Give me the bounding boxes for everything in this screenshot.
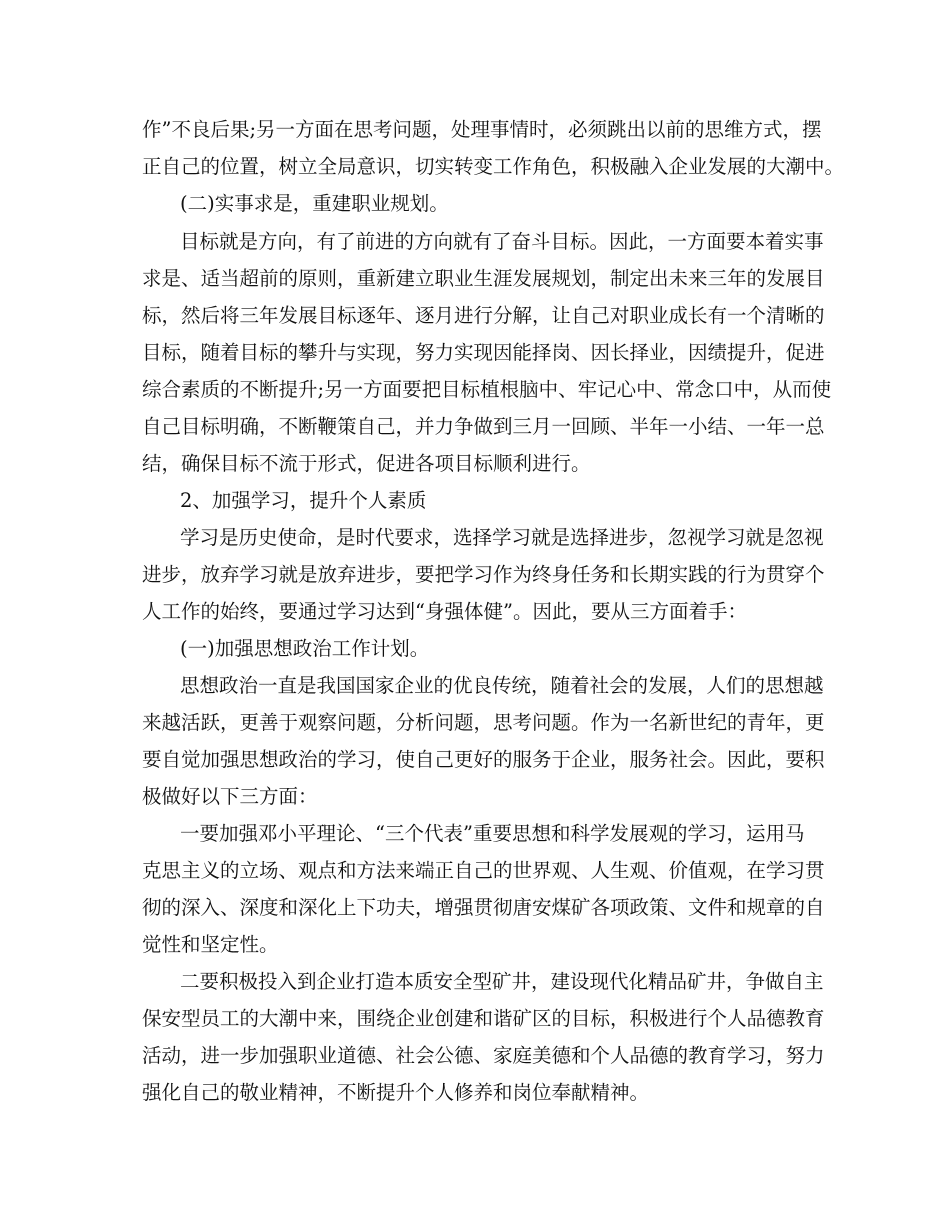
text-line: 极做好以下三方面： — [142, 785, 318, 808]
text-line: 要自觉加强思想政治的学习，使自己更好的服务于企业，服务社会。因此，要积 — [142, 748, 825, 771]
text-line: 进步，放弃学习就是放弃进步，要把学习作为终身任务和长期实践的行为贯穿个 — [142, 563, 825, 586]
text-line: 目标就是方向，有了前进的方向就有了奋斗目标。因此，一方面要本着实事 — [180, 230, 824, 253]
text-line: 综合素质的不断提升;另一方面要把目标植根脑中、牢记心中、常念口中，从而使 — [142, 378, 832, 401]
text-line: 彻的深入、深度和深化上下功夫，增强贯彻唐安煤矿各项政策、文件和规章的自 — [142, 896, 825, 919]
section-heading: 2、加强学习，提升个人素质 — [180, 489, 427, 512]
text-line: 活动，进一步加强职业道德、社会公德、家庭美德和个人品德的教育学习，努力 — [142, 1044, 825, 1067]
text-line: 思想政治一直是我国国家企业的优良传统，随着社会的发展，人们的思想越 — [180, 674, 824, 697]
section-heading: (二)实事求是，重建职业规划。 — [180, 192, 449, 215]
text-line: 目标，随着目标的攀升与实现，努力实现因能择岗、因长择业，因绩提升，促进 — [142, 341, 825, 364]
text-line: 正自己的位置，树立全局意识，切实转变工作角色，积极融入企业发展的大潮中。 — [142, 155, 845, 178]
text-line: 来越活跃，更善于观察问题，分析问题，思考问题。作为一名新世纪的青年，更 — [142, 711, 825, 734]
text-line: 二要积极投入到企业打造本质安全型矿井，建设现代化精品矿井，争做自主 — [180, 970, 824, 993]
text-line: 强化自己的敬业精神，不断提升个人修养和岗位奉献精神。 — [142, 1081, 650, 1104]
text-line: 自己目标明确，不断鞭策自己，并力争做到三月一回顾、半年一小结、一年一总 — [142, 415, 825, 438]
text-line: 作”不良后果;另一方面在思考问题，处理事情时，必须跳出以前的思维方式，摆 — [142, 118, 822, 141]
text-line: 学习是历史使命，是时代要求，选择学习就是选择进步，忽视学习就是忽视 — [180, 526, 824, 549]
text-line: 保安型员工的大潮中来，围绕企业创建和谐矿区的目标，积极进行个人品德教育 — [142, 1007, 825, 1030]
text-line: 一要加强邓小平理论、“三个代表”重要思想和科学发展观的学习，运用马 — [180, 822, 805, 845]
text-line: 结，确保目标不流于形式，促进各项目标顺利进行。 — [142, 452, 591, 475]
text-line: 求是、适当超前的原则，重新建立职业生涯发展规划，制定出未来三年的发展目 — [142, 267, 825, 290]
section-heading: (一)加强思想政治工作计划。 — [180, 637, 430, 660]
text-line: 人工作的始终，要通过学习达到“身强体健”。因此，要从三方面着手： — [142, 600, 747, 623]
text-line: 标，然后将三年发展目标逐年、逐月进行分解，让自己对职业成长有一个清晰的 — [142, 304, 825, 327]
text-line: 克思主义的立场、观点和方法来端正自己的世界观、人生观、价值观，在学习贯 — [142, 859, 825, 882]
text-line: 觉性和坚定性。 — [142, 933, 279, 956]
